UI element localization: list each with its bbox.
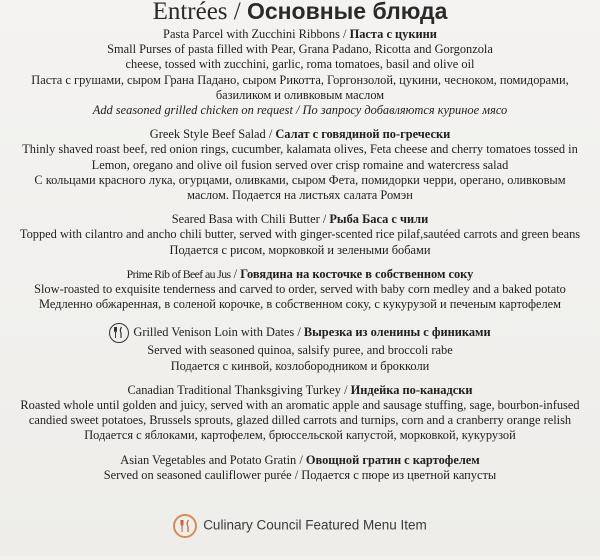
item-description: Подается с кинвой, козлобородником и брокколи: [170, 358, 430, 373]
item-description: Lemon, oregano and olive oil fusion served over crisp romaine and watercress salad: [91, 157, 509, 172]
item-name-ru: Салат с говядиной по-гречески: [275, 127, 451, 142]
item-name-en: Pasta Parcel with Zucchini Ribbons: [163, 27, 340, 41]
item-description: Served on seasoned cauliflower purée / Подается с пюре из цветной капусты: [103, 467, 497, 482]
item-name-ru: Индейка по-канадски: [350, 382, 473, 397]
item-description: Подается с рисом, морковкой и зелеными бобами: [169, 242, 431, 257]
featured-legend-text: Culinary Council Featured Menu Item: [203, 517, 427, 533]
item-name: Prime Rib of Beef au Jus / Говядина на косточке в собственном соку: [126, 266, 474, 281]
item-description: Slow-roasted to exquisite tenderness and carved to order, served with baby corn medley and a baked potato: [34, 282, 566, 297]
item-name-ru: Овощной гратин с картофелем: [305, 452, 480, 467]
page-title: [6, 0, 594, 27]
item-name-ru: Говядина на косточке в собственном соку: [240, 266, 474, 281]
item-name: Canadian Traditional Thanksgiving Turkey / Индейка по-канадски: [127, 382, 473, 397]
item-name: Pasta Parcel with Zucchini Ribbons / Паста с цукини: [163, 27, 437, 41]
featured-legend: [0, 514, 600, 538]
item-description: Roasted whole until golden and juicy, served with an aromatic apple and sausage stuffing, sage, bourbon-infused: [20, 398, 580, 413]
item-name: Greek Style Beef Salad / Салат с говядиной по-гречески: [149, 127, 451, 142]
item-description: Topped with cilantro and ancho chili butter, served with ginger-scented rice pilaf,sautéed carrots and green beans: [19, 227, 581, 242]
item-description: Паста с грушами, сыром Грана Падано, сыром Рикотта, Горгонзолой, цукини, чесноком, помидорами,: [31, 72, 569, 87]
item-name-en: Asian Vegetables and Potato Gratin: [120, 452, 297, 467]
title-separator: /: [227, 0, 247, 25]
item-description: Медленно обжаренная, в соленой корочке, в собственном соку, с кукурузой и печеным картофелем: [38, 297, 562, 312]
title-en: Entrées: [152, 0, 228, 25]
item-name: Seared Basa with Chili Butter / Рыба Баса с чили: [171, 212, 429, 227]
item-name-ru: Вырезка из оленины с финиками: [303, 325, 491, 340]
item-name-en: Prime Rib of Beef au Jus: [126, 266, 231, 281]
item-description: базиликом и оливковым маслом: [215, 87, 385, 102]
fork-knife-circle-icon: [173, 514, 197, 538]
fork-knife-circle-icon: [109, 323, 129, 343]
item-name-en: Canadian Traditional Thanksgiving Turkey: [127, 382, 341, 397]
item-description: маслом. Подается на листьях салата Ромэн: [187, 188, 413, 203]
title-ru: Основные блюда: [246, 0, 448, 24]
item-name: Asian Vegetables and Potato Gratin / Овощной гратин с картофелем: [120, 452, 480, 467]
item-description: Small Purses of pasta filled with Pear, Grana Padano, Ricotta and Gorgonzola: [107, 42, 493, 57]
item-name-en: Greek Style Beef Salad: [149, 127, 266, 142]
menu-item-seared-basa: [6, 212, 594, 258]
menu-item-greek-beef-salad: [6, 127, 594, 203]
menu-item-prime-rib: [6, 267, 594, 313]
menu-item-venison-loin: [6, 323, 594, 373]
item-description: С кольцами красного лука, огурцами, оливками, сыром Фета, помидорки черри, орегано, оливковым: [34, 172, 566, 187]
item-description: Served with seasoned quinoa, salsify puree, and broccoli rabe: [147, 343, 453, 358]
item-note: Add seasoned grilled chicken on request / По запросу добавляются куриное мясо: [92, 103, 508, 118]
menu-item-thanksgiving-turkey: [6, 383, 594, 444]
item-description: cheese, tossed with zucchini, garlic, roma tomatoes, basil and olive oil: [125, 57, 475, 72]
item-description: candied sweet potatoes, Brussels sprouts, glazed dilled carrots and turnips, corn and a cranberry orange relish: [28, 413, 572, 428]
item-name-ru: Рыба Баса с чили: [329, 212, 429, 227]
menu-item-potato-gratin: [6, 453, 594, 483]
item-name: Grilled Venison Loin with Dates / Вырезка из оленины с финиками: [6, 323, 594, 343]
item-description: Подается с яблоками, картофелем, брюссельской капустой, морковкой, кукурузой: [84, 428, 516, 443]
item-name-en: Grilled Venison Loin with Dates: [133, 325, 295, 340]
item-description: Thinly shaved roast beef, red onion rings, cucumber, kalamata olives, Feta cheese and cherry tomatoes tossed in: [22, 142, 578, 157]
menu-item-pasta-parcel: [6, 27, 594, 118]
item-name-ru: Паста с цукини: [349, 27, 437, 41]
item-name-en: Seared Basa with Chili Butter: [171, 212, 320, 227]
